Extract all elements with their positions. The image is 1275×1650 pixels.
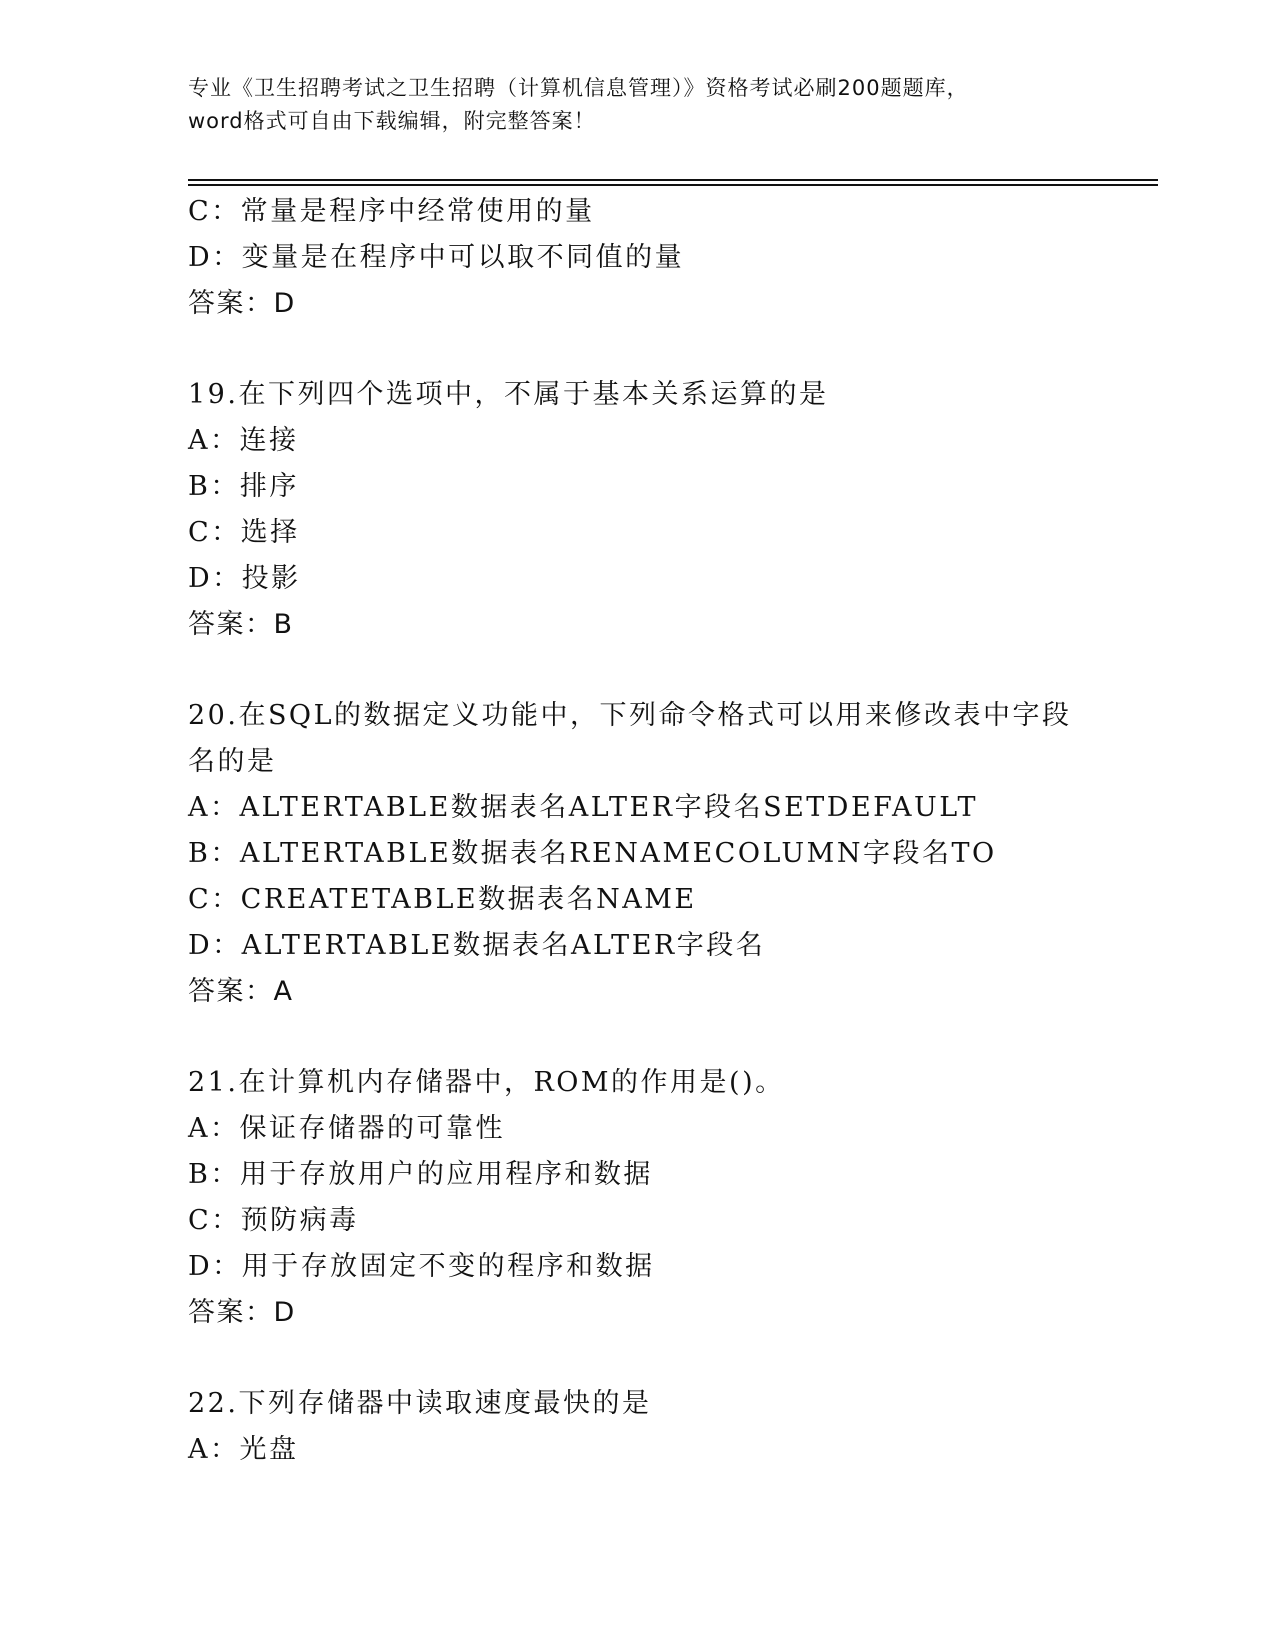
option-c: C：CREATETABLE数据表名NAME (188, 884, 697, 915)
option-d: D：变量是在程序中可以取不同值的量 (188, 242, 685, 273)
header-divider-top (188, 179, 1158, 181)
option-c: C：选择 (188, 517, 300, 548)
option-d: D：ALTERTABLE数据表名ALTER字段名 (188, 930, 766, 961)
answer: 答案：B (188, 609, 294, 640)
option-a: A：ALTERTABLE数据表名ALTER字段名SETDEFAULT (188, 792, 979, 823)
option-d: D：用于存放固定不变的程序和数据 (188, 1251, 655, 1282)
question-list (188, 189, 1088, 1473)
question-stem: 22.下列存储器中读取速度最快的是 (188, 1388, 652, 1419)
option-a: A：连接 (188, 425, 299, 456)
answer: 答案：D (188, 1297, 296, 1328)
option-d: D：投影 (188, 563, 301, 594)
option-c: C：预防病毒 (188, 1205, 359, 1236)
option-a: A：光盘 (188, 1434, 299, 1465)
question-stem: 20.在SQL的数据定义功能中，下列命令格式可以用来修改表中字段名的是 (188, 700, 1072, 777)
option-b: B：ALTERTABLE数据表名RENAMECOLUMN字段名TO (188, 838, 997, 869)
answer: 答案：D (188, 288, 296, 319)
question-21 (188, 1060, 1088, 1336)
question-stem: 21.在计算机内存储器中，ROM的作用是()。 (188, 1067, 785, 1098)
question-18-partial (188, 189, 1088, 327)
header-divider-bottom (188, 184, 1158, 186)
question-19 (188, 372, 1088, 648)
header-line-1: 专业《卫生招聘考试之卫生招聘（计算机信息管理）》资格考试必刷200题题库， (188, 76, 969, 100)
question-22 (188, 1381, 1088, 1473)
header-line-2: word格式可自由下载编辑，附完整答案！ (188, 109, 596, 133)
option-b: B：排序 (188, 471, 299, 502)
question-20 (188, 693, 1088, 1015)
option-c: C：常量是程序中经常使用的量 (188, 196, 595, 227)
document-header (188, 72, 1088, 138)
answer: 答案：A (188, 976, 294, 1007)
question-stem: 19.在下列四个选项中，不属于基本关系运算的是 (188, 379, 829, 410)
option-b: B：用于存放用户的应用程序和数据 (188, 1159, 653, 1190)
option-a: A：保证存储器的可靠性 (188, 1113, 505, 1144)
